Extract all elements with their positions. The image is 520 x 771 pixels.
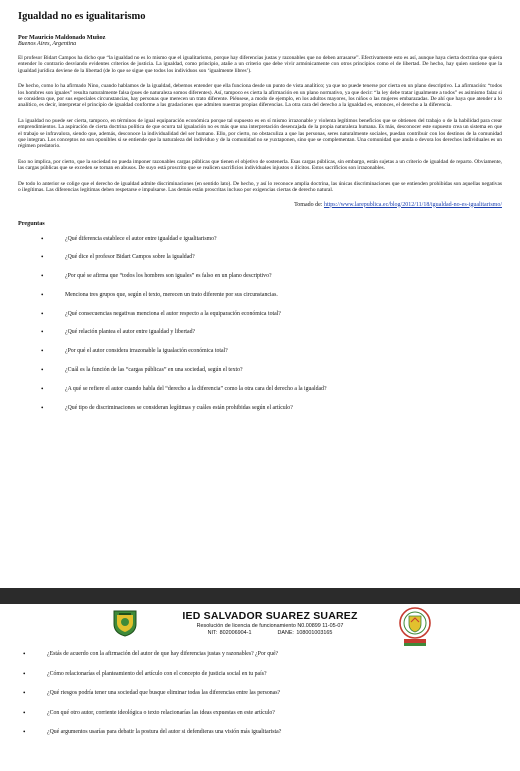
question-item: • ¿Estás de acuerdo con la afirmación del autor de que hay diferencias justas y razonables? ¿Por qué?	[0, 650, 520, 670]
question-item: • ¿Qué diferencia establece el autor entre igualdad e igualitarismo?	[18, 235, 502, 254]
article-paragraph: El profesor Bidart Campos ha dicho que “la igualdad no es lo mismo que el igualitarismo, porque hay diferencias justas y razonables que no deben arrasarse”. Efectivamente esto es así, aunque haya cierta doctrina que quiera entender lo contrario desviando evidentes criterios de justicia. La igualdad, como principio, atañe a un criterio que debe vivir armónicamente con otros principios como el de libertad. De hecho, hay quien sostiene que la igualdad jurídica deviene de la libertad (de lo que se sigue que todos los individuos son ‘igualmente libres’).	[18, 55, 502, 74]
source-link[interactable]: https://www.larepublica.ec/blog/2012/11/18/igualdad-no-es-igualitarismo/	[323, 201, 502, 208]
questions-list-2	[0, 650, 520, 748]
article-source	[18, 202, 502, 208]
school-name: IED SALVADOR SUAREZ SUAREZ	[182, 610, 358, 622]
article-paragraph: De hecho, como lo ha afirmado Nino, cuando hablamos de la igualdad, debemos entender que ella funciona desde un punto de vista analítico; ya que no puede tenerse por cierta en un plano descriptivo. La afirmación: “todos los hombres son iguales” resulta naturalmente falsa (pues de naturaleza somos diferentes). Así, tampoco es cierta la afirmación en un plano normativo, ya que decir: “la ley debe tratar igualmente a todos” es asimismo falaz si se considera que, por sus especiales circunstancias, hay personas que merecen un trato diferente. Piénsese, a modo de ejemplo, en los adultos mayores, los niños o las mujeres embarazadas. De ahí que haya que atender a lo analítico, es decir, interpretar el principio de igualdad conforme a las gradaciones que admiten nuestras propias diferencias. La otra cara del derecho a la igualdad es, entonces, el derecho a la diferencia.	[18, 83, 502, 109]
question-item: • ¿Qué tipo de discriminaciones se consideran legítimas y cuáles están prohibidas según el artículo?	[18, 404, 502, 423]
question-item: • ¿Por qué el autor considera irrazonable la igualación económica total?	[18, 347, 502, 366]
question-item: • ¿Qué dice el profesor Bidart Campos sobre la igualdad?	[18, 253, 502, 272]
school-shield-icon	[110, 608, 140, 638]
article-author: Por Mauricio Maldonado Muñoz	[18, 34, 106, 41]
school-ids	[170, 630, 370, 636]
school-seal-icon	[398, 606, 432, 650]
questions-title: Preguntas	[18, 219, 45, 227]
question-item: • ¿Qué relación plantea el autor entre igualdad y libertad?	[18, 328, 502, 347]
question-item: • ¿Por qué se afirma que “todos los hombres son iguales” es falso en un plano descriptivo?	[18, 272, 502, 291]
school-nit: NIT: 802006904-1	[207, 630, 252, 636]
question-item: • ¿Qué consecuencias negativas menciona el autor respecto a la equiparación económica total?	[18, 310, 502, 329]
question-item: • ¿Con qué otro autor, corriente ideológica o texto relacionarías las ideas expuestas en este artículo?	[0, 709, 520, 729]
question-item: • ¿Cuál es la función de las “cargas públicas” en una sociedad, según el texto?	[18, 366, 502, 385]
page-divider	[0, 588, 520, 604]
question-item: • ¿Qué riesgos podría tener una sociedad que busque eliminar todas las diferencias entre las personas?	[0, 689, 520, 709]
school-page	[0, 604, 520, 771]
school-license: Resolución de licencia de funcionamiento N0.00899 11-05-07	[196, 623, 344, 629]
article-paragraph: De todo lo anterior se colige que el derecho de igualdad admite discriminaciones (en sentido lato). De hecho, y así lo reconoce amplia doctrina, las únicas discriminaciones que se entienden prohibidas son aquellas negativas o ilegítimas. Las diferencias legítimas deben respetarse e impulsarse. Las demás están proscritas incluso por exigencias ciertas de derecho natural.	[18, 180, 502, 194]
question-item: • Menciona tres grupos que, según el texto, merecen un trato diferente por sus circunstancias.	[18, 291, 502, 310]
questions-list	[18, 235, 502, 423]
question-item: • ¿Cómo relacionarías el planteamiento del artículo con el concepto de justicia social en tu país?	[0, 670, 520, 690]
article-paragraph: La igualdad no puede ser cierta, tampoco, en términos de igual equiparación económica porque tal supuesto es en sí mismo irrazonable y violenta legítimos beneficios que se obtienen del trabajo o de la habilidad para crear emprendimientos. La aspiración de cierta doctrina política de que ocurra tal igualación no es más que una interpretación desencajada de la propia naturaleza humana. Es más, desconocer este supuesto crea un sistema en que el trabajo se infravalora, siendo que, además, desconoce la individualidad del ser humano. Ello, por cierto, no obstaculiza a que las personas, seres naturalmente sociales, puedan contribuir con los destinos de la comunidad que integran. Los conceptos no son oponibles si se entiende que la naturaleza del individuo y de la comunidad no se yuxtaponen, sino que se complementan. Una comunidad que anula o devora los derechos individuales es un régimen predatorio.	[18, 117, 502, 150]
school-dane: DANE: 108001003165	[277, 630, 333, 636]
source-prefix: Tomado de:	[294, 201, 324, 208]
article-location: Buenos Aires, Argentina	[18, 41, 77, 47]
question-item: • ¿Qué argumentos usarías para debatir la postura del autor si defendieras una visión más igualitarista?	[0, 728, 520, 748]
question-item: • ¿A qué se refiere el autor cuando habla del “derecho a la diferencia” como la otra cara del derecho a la igualdad?	[18, 385, 502, 404]
article-paragraph: Eso no implica, por cierto, que la sociedad no pueda imponer razonables cargas públicas que tienen el objetivo de sostenerla. Esas cargas públicas, sin embargo, están sujetas a un criterio de igualdad de reparto. Obviamente, las cargas públicas que se exceden se tornan en abusos. De suyo está proscrito que se realicen sacrificios individuales injustos o ilícitos. Estos sacrificios son irrazonables.	[18, 158, 502, 172]
article-title: Igualdad no es igualitarismo	[18, 11, 146, 22]
